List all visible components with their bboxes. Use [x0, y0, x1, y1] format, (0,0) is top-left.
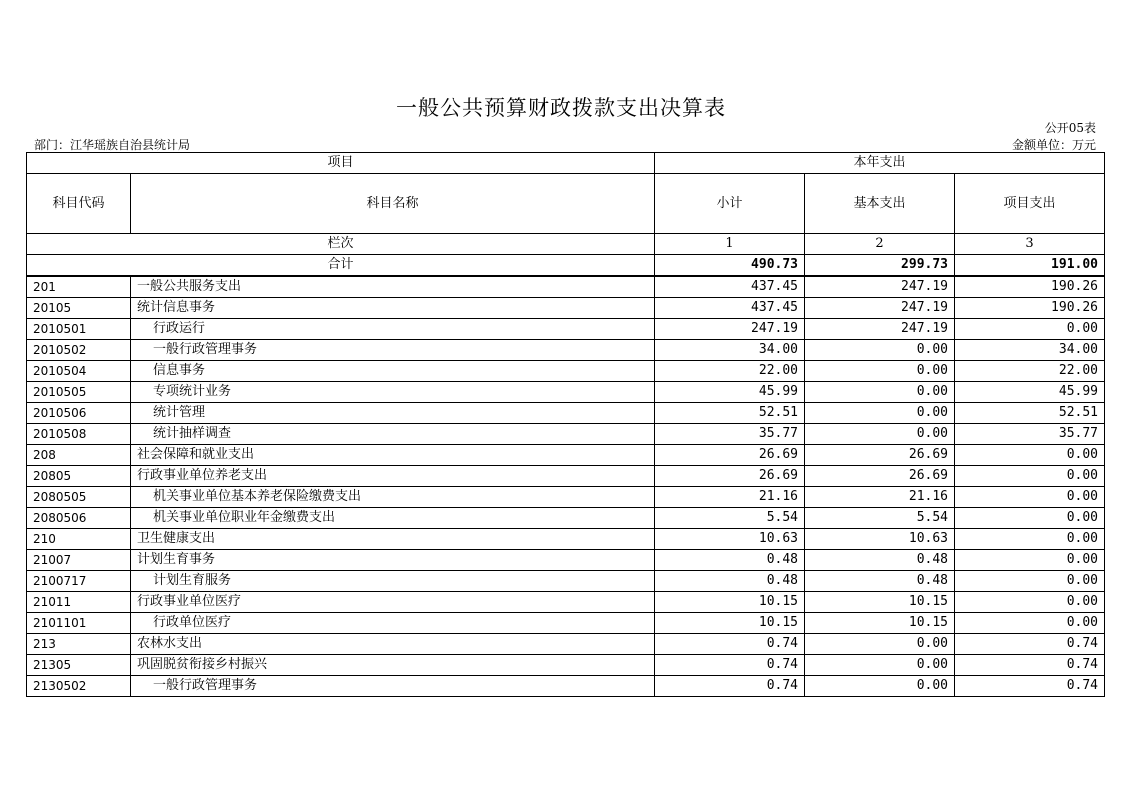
project-value: 190.26 — [955, 276, 1105, 298]
subtotal-value: 10.15 — [655, 613, 805, 634]
table-row — [27, 550, 1105, 571]
total-subtotal: 490.73 — [655, 255, 805, 277]
header-basic: 基本支出 — [805, 174, 955, 234]
table-row — [27, 571, 1105, 592]
subject-name: 计划生育服务 — [131, 571, 655, 592]
subject-code: 2010508 — [27, 424, 131, 445]
subject-code: 21305 — [27, 655, 131, 676]
project-value: 0.00 — [955, 571, 1105, 592]
subject-name: 农林水支出 — [131, 634, 655, 655]
subject-code: 2101101 — [27, 613, 131, 634]
table-row — [27, 298, 1105, 319]
subtotal-value: 10.63 — [655, 529, 805, 550]
subject-name: 信息事务 — [131, 361, 655, 382]
subject-code: 213 — [27, 634, 131, 655]
subject-code: 2010504 — [27, 361, 131, 382]
form-number: 公开05表 — [1044, 121, 1096, 135]
project-value: 52.51 — [955, 403, 1105, 424]
subtotal-value: 0.48 — [655, 571, 805, 592]
subject-code: 2080505 — [27, 487, 131, 508]
table-row — [27, 508, 1105, 529]
basic-value: 0.00 — [805, 655, 955, 676]
subtotal-value: 35.77 — [655, 424, 805, 445]
subject-name: 计划生育事务 — [131, 550, 655, 571]
subject-code: 20105 — [27, 298, 131, 319]
header-code: 科目代码 — [27, 174, 131, 234]
subject-name: 一般行政管理事务 — [131, 340, 655, 361]
subject-name: 一般公共服务支出 — [131, 276, 655, 298]
subject-name: 机关事业单位职业年金缴费支出 — [131, 508, 655, 529]
basic-value: 26.69 — [805, 445, 955, 466]
subtotal-value: 0.74 — [655, 634, 805, 655]
subtotal-value: 437.45 — [655, 298, 805, 319]
project-value: 34.00 — [955, 340, 1105, 361]
header-current-year: 本年支出 — [655, 153, 1105, 174]
project-value: 0.00 — [955, 508, 1105, 529]
page-title: 一般公共预算财政拨款支出决算表 — [396, 96, 726, 120]
subject-code: 2010501 — [27, 319, 131, 340]
table-row — [27, 529, 1105, 550]
subject-code: 2010506 — [27, 403, 131, 424]
subtotal-value: 5.54 — [655, 508, 805, 529]
table-row — [27, 424, 1105, 445]
total-row — [27, 255, 1105, 277]
column-index-3: 3 — [955, 234, 1105, 255]
subtotal-value: 45.99 — [655, 382, 805, 403]
table-row — [27, 613, 1105, 634]
table-row — [27, 676, 1105, 697]
subject-name: 行政单位医疗 — [131, 613, 655, 634]
basic-value: 21.16 — [805, 487, 955, 508]
table-row — [27, 634, 1105, 655]
expenditure-table — [26, 152, 1105, 697]
table-row — [27, 403, 1105, 424]
subject-name: 机关事业单位基本养老保险缴费支出 — [131, 487, 655, 508]
table-row — [27, 361, 1105, 382]
subject-code: 2130502 — [27, 676, 131, 697]
basic-value: 0.00 — [805, 424, 955, 445]
subtotal-value: 247.19 — [655, 319, 805, 340]
subject-code: 208 — [27, 445, 131, 466]
total-basic: 299.73 — [805, 255, 955, 277]
project-value: 0.00 — [955, 466, 1105, 487]
project-value: 0.74 — [955, 634, 1105, 655]
basic-value: 0.00 — [805, 340, 955, 361]
subject-code: 2010505 — [27, 382, 131, 403]
table-row — [27, 655, 1105, 676]
subject-code: 21011 — [27, 592, 131, 613]
subject-code: 2100717 — [27, 571, 131, 592]
basic-value: 247.19 — [805, 298, 955, 319]
subtotal-value: 10.15 — [655, 592, 805, 613]
subject-code: 2080506 — [27, 508, 131, 529]
subject-code: 210 — [27, 529, 131, 550]
subject-code: 20805 — [27, 466, 131, 487]
table-row — [27, 592, 1105, 613]
subject-name: 统计信息事务 — [131, 298, 655, 319]
amount-unit-label: 金额单位：万元 — [1011, 138, 1096, 152]
basic-value: 0.48 — [805, 550, 955, 571]
basic-value: 0.00 — [805, 403, 955, 424]
subtotal-value: 34.00 — [655, 340, 805, 361]
subject-name: 巩固脱贫衔接乡村振兴 — [131, 655, 655, 676]
basic-value: 0.00 — [805, 676, 955, 697]
project-value: 0.00 — [955, 319, 1105, 340]
project-value: 0.00 — [955, 592, 1105, 613]
header-project-expenditure: 项目支出 — [955, 174, 1105, 234]
subtotal-value: 22.00 — [655, 361, 805, 382]
project-value: 0.00 — [955, 550, 1105, 571]
subtotal-value: 52.51 — [655, 403, 805, 424]
basic-value: 26.69 — [805, 466, 955, 487]
project-value: 0.00 — [955, 613, 1105, 634]
header-row-1 — [27, 153, 1105, 174]
subject-name: 行政事业单位养老支出 — [131, 466, 655, 487]
subject-name: 专项统计业务 — [131, 382, 655, 403]
department-label: 部门：江华瑶族自治县统计局 — [34, 138, 191, 152]
project-value: 22.00 — [955, 361, 1105, 382]
subtotal-value: 0.74 — [655, 655, 805, 676]
table-row — [27, 340, 1105, 361]
table-row — [27, 382, 1105, 403]
subtotal-value: 26.69 — [655, 466, 805, 487]
project-value: 0.00 — [955, 529, 1105, 550]
table-row — [27, 466, 1105, 487]
column-index-row — [27, 234, 1105, 255]
table-row — [27, 487, 1105, 508]
basic-value: 0.00 — [805, 382, 955, 403]
basic-value: 247.19 — [805, 319, 955, 340]
basic-value: 10.15 — [805, 613, 955, 634]
subject-name: 行政运行 — [131, 319, 655, 340]
table-row — [27, 319, 1105, 340]
column-index-1: 1 — [655, 234, 805, 255]
basic-value: 0.00 — [805, 361, 955, 382]
header-project: 项目 — [27, 153, 655, 174]
table-row — [27, 276, 1105, 298]
column-index-2: 2 — [805, 234, 955, 255]
subject-name: 统计管理 — [131, 403, 655, 424]
basic-value: 5.54 — [805, 508, 955, 529]
project-value: 0.00 — [955, 487, 1105, 508]
project-value: 0.74 — [955, 655, 1105, 676]
subtotal-value: 0.48 — [655, 550, 805, 571]
subtotal-value: 26.69 — [655, 445, 805, 466]
subject-name: 一般行政管理事务 — [131, 676, 655, 697]
total-label: 合计 — [27, 255, 655, 277]
basic-value: 247.19 — [805, 276, 955, 298]
subject-name: 卫生健康支出 — [131, 529, 655, 550]
header-subtotal: 小计 — [655, 174, 805, 234]
column-index-label: 栏次 — [27, 234, 655, 255]
project-value: 0.74 — [955, 676, 1105, 697]
basic-value: 10.63 — [805, 529, 955, 550]
basic-value: 0.00 — [805, 634, 955, 655]
header-row-2 — [27, 174, 1105, 234]
subject-name: 统计抽样调查 — [131, 424, 655, 445]
total-project: 191.00 — [955, 255, 1105, 277]
subject-code: 21007 — [27, 550, 131, 571]
subject-name: 行政事业单位医疗 — [131, 592, 655, 613]
project-value: 190.26 — [955, 298, 1105, 319]
header-name: 科目名称 — [131, 174, 655, 234]
subtotal-value: 0.74 — [655, 676, 805, 697]
table-row — [27, 445, 1105, 466]
basic-value: 0.48 — [805, 571, 955, 592]
project-value: 45.99 — [955, 382, 1105, 403]
subject-code: 201 — [27, 276, 131, 298]
project-value: 35.77 — [955, 424, 1105, 445]
subtotal-value: 21.16 — [655, 487, 805, 508]
project-value: 0.00 — [955, 445, 1105, 466]
subject-name: 社会保障和就业支出 — [131, 445, 655, 466]
subject-code: 2010502 — [27, 340, 131, 361]
subtotal-value: 437.45 — [655, 276, 805, 298]
basic-value: 10.15 — [805, 592, 955, 613]
